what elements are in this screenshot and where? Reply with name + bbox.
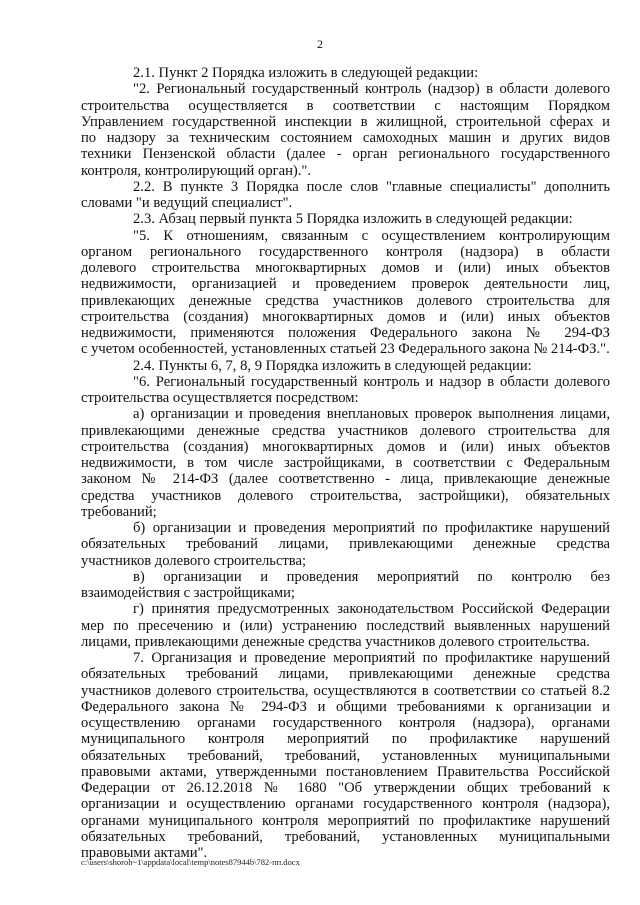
footer-file-path: c:\users\shoroh~1\appdata\local\temp\notes87944b\782-пп.docx bbox=[81, 857, 300, 867]
paragraph-line: контроля, контролирующий орган).". bbox=[81, 162, 312, 179]
paragraph-line: недвижимости, применяются положения Федерального закона № 294-ФЗ bbox=[81, 325, 610, 341]
paragraph-line: органами муниципального контроля мероприятий по профилактике нарушений bbox=[81, 812, 610, 829]
paragraph-line: 2.1. Пункт 2 Порядка изложить в следующей редакции: bbox=[133, 65, 479, 81]
paragraph-line: недвижимости, организацией и проведением проверок деятельности лиц, bbox=[81, 276, 610, 293]
paragraph-line: требований; bbox=[81, 503, 157, 520]
paragraph-line: привлекающих денежные средства участников долевого строительства для bbox=[81, 292, 610, 309]
paragraph-line: обязательных требований лицами, привлекающими денежные средства bbox=[81, 666, 610, 683]
paragraph-line: "2. Региональный государственный контроль (надзор) в области долевого bbox=[133, 81, 610, 98]
paragraph-line: лицами, привлекающими денежные средства участников долевого строительства. bbox=[81, 633, 590, 650]
paragraph-line: "6. Региональный государственный контроль и надзор в области долевого bbox=[133, 373, 610, 390]
paragraph-line: законом № 214-ФЗ (далее соответственно - лица, привлекающие денежные bbox=[81, 471, 610, 488]
document-body bbox=[81, 65, 610, 861]
paragraph-line: долевого строительства многоквартирных домов и (или) иных объектов bbox=[81, 260, 610, 276]
page-number: 2 bbox=[317, 37, 323, 51]
paragraph-line: словами "и ведущий специалист". bbox=[81, 195, 293, 211]
paragraph-line: Федерации от 26.12.2018 № 1680 "Об утверждении общих требований к bbox=[81, 780, 610, 796]
paragraph-line: техники Пензенской области (далее - орган регионального государственного bbox=[81, 146, 610, 163]
paragraph-line: правовыми актами, утвержденными постановлением Правительства Российской bbox=[81, 763, 610, 780]
paragraph-line: недвижимости, в том числе застройщиками, в соответствии с Федеральным bbox=[81, 455, 610, 471]
paragraph-line: средства участников долевого строительства, застройщики), обязательных bbox=[81, 487, 610, 504]
paragraph-line: обязательных требований лицами, привлекающими денежные средства bbox=[81, 536, 610, 553]
paragraph-line: г) принятия предусмотренных законодательством Российской Федерации bbox=[133, 601, 610, 618]
paragraph-line: Федерального закона № 294-ФЗ и общими требованиями к организации и bbox=[81, 698, 610, 715]
paragraph-line: 2.2. В пункте 3 Порядка после слов "главные специалисты" дополнить bbox=[133, 178, 610, 195]
paragraph-line: строительства осуществляется посредством: bbox=[81, 390, 359, 406]
paragraph-line: участников долевого строительства; bbox=[81, 552, 307, 569]
paragraph-line: организации и осуществлению органами государственного контроля (надзора), bbox=[81, 796, 610, 813]
paragraph-line: с учетом особенностей, установленных статьей 23 Федерального закона № 214-ФЗ.". bbox=[81, 341, 610, 358]
paragraph-line: строительства (создания) многоквартирных домов и (или) иных объектов bbox=[81, 438, 610, 455]
paragraph-line: участников долевого строительства, осуществляются в соответствии со статьей 8.2 bbox=[81, 682, 610, 699]
paragraph-line: в) организации и проведения мероприятий по контролю без bbox=[133, 568, 610, 585]
paragraph-line: правовыми актами". bbox=[81, 845, 208, 861]
paragraph-line: 2.4. Пункты 6, 7, 8, 9 Порядка изложить в следующей редакции: bbox=[133, 357, 532, 374]
paragraph-line: осуществлению органами государственного контроля (надзора), органами bbox=[81, 715, 610, 731]
paragraph-line: строительства осуществляется в соответствии с настоящим Порядком bbox=[81, 97, 610, 114]
paragraph-line: б) организации и проведения мероприятий по профилактике нарушений bbox=[133, 520, 610, 536]
paragraph-line: 2.3. Абзац первый пункта 5 Порядка изложить в следующей редакции: bbox=[133, 211, 573, 228]
paragraph-line: 7. Организация и проведение мероприятий по профилактике нарушений bbox=[133, 650, 610, 666]
paragraph-line: органом регионального государственного контроля (надзора) в области bbox=[81, 243, 610, 260]
paragraph-line: мер по пресечению и (или) устранению последствий выявленных нарушений bbox=[81, 617, 610, 634]
paragraph-line: строительства (создания) многоквартирных домов и (или) иных объектов bbox=[81, 308, 610, 325]
paragraph-line: взаимодействия с застройщиками; bbox=[81, 585, 295, 601]
paragraph-line: а) организации и проведения внеплановых проверок выполнения лицами, bbox=[133, 406, 610, 423]
paragraph-line: обязательных требований, требований, установленных муниципальными bbox=[81, 828, 610, 845]
paragraph-line: муниципального контроля мероприятий по профилактике нарушений bbox=[81, 731, 610, 748]
paragraph-line: Управлением государственной инспекции в жилищной, строительной сферах и bbox=[81, 113, 610, 130]
paragraph-line: по надзору за техническим состоянием самоходных машин и других видов bbox=[81, 130, 610, 146]
paragraph-line: "5. К отношениям, связанным с осуществлением контролирующим bbox=[133, 227, 610, 244]
paragraph-line: привлекающими денежные средства участников долевого строительства для bbox=[81, 422, 610, 439]
paragraph-line: обязательных требований, требований, установленных муниципальными bbox=[81, 747, 610, 764]
